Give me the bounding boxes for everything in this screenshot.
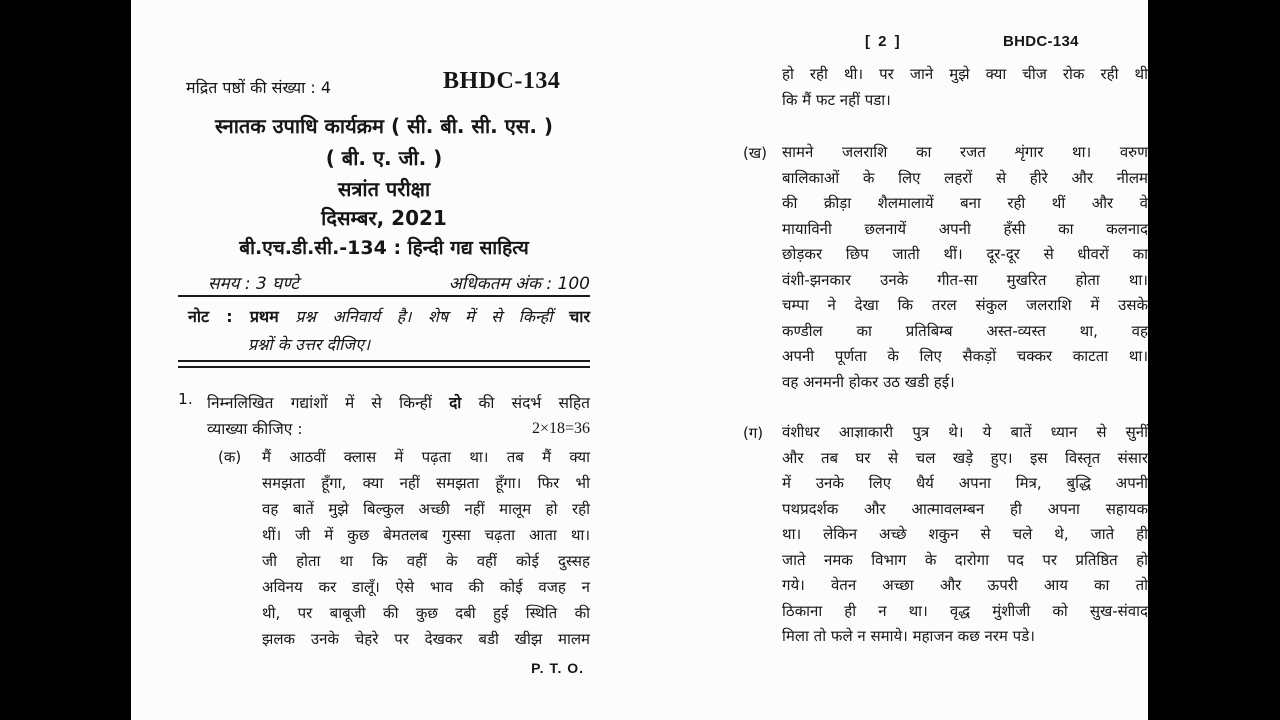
- text-line: कि मैं फट नहीं पडा।: [782, 90, 891, 109]
- text-line: मैं आठवीं क्लास में पढ़ता था। तब मैं क्या: [262, 448, 590, 466]
- page-1: [178, 0, 590, 720]
- maximum-marks: अधिकतम अंक : 100: [448, 274, 590, 294]
- question-1-line-1: [207, 390, 590, 416]
- text-line: जाते नमक विभाग के दारोगा पद पर प्रतिष्ठित हो: [782, 550, 1148, 569]
- passage-ka-continuation: [782, 62, 1148, 113]
- marks-allocation: 2×18=36: [531, 420, 590, 437]
- passage-ga-label: (ग): [743, 424, 764, 442]
- course-title: बी.एच.डी.सी.-134 : हिन्दी गद्य साहित्य: [239, 237, 529, 259]
- paper-code: BHDC-134: [1003, 33, 1079, 50]
- passage-ka: [218, 444, 590, 652]
- text-line: की क्रीड़ा शैलमालायें बना रही थीं और वे: [782, 194, 1148, 212]
- time-allowed: समय : 3 घण्टे: [208, 274, 299, 294]
- text-line: थी, पर बाबूजी की कुछ दबी हुई स्थिति की: [262, 604, 590, 622]
- text-line: चम्पा ने देखा कि तरल संकुल जलराशि में उसके: [782, 296, 1148, 314]
- note-bold-word: चार: [569, 307, 590, 326]
- text-line: ठिकाना ही न था। वृद्ध मुंशीजी को सुख-संवाद: [782, 601, 1148, 620]
- passage-ka-text: [262, 444, 590, 652]
- passage-ga-text: [782, 420, 1148, 650]
- text-line: में उनके लिए धैर्य अपना मित्र, बुद्धि अपनी: [782, 474, 1148, 492]
- text-line: अविनय कर डालूँ। ऐसे भाव की कोई वजह न: [262, 578, 590, 596]
- passage-ga: [743, 420, 1148, 650]
- exam-session: दिसम्बर, 2021: [321, 206, 447, 230]
- note-line-1: [178, 305, 590, 327]
- text-line: गये। वेतन अच्छा और ऊपरी आय का तो: [782, 576, 1148, 594]
- page2-header: [743, 33, 1148, 55]
- text-line: और तब घर से चल खड़े हुए। इस विस्तृत संसार: [782, 448, 1148, 467]
- time-marks-row: [178, 271, 590, 294]
- text-line: सामने जलराशि का रजत शृंगार था। वरुण: [782, 143, 1148, 161]
- passage-ka-label: (क): [218, 448, 242, 466]
- exam-paper-scan: [131, 0, 1148, 720]
- continuation-text: [782, 62, 1148, 113]
- program-subtitle: ( बी. ए. जी. ): [325, 146, 443, 170]
- note-text: प्रश्न अनिवार्य है। शेष में से किन्हीं: [295, 307, 553, 326]
- text-line: हो रही थी। पर जाने मुझे क्या चीज रोक रही थी: [782, 65, 1148, 83]
- text-line: झलक उनके चेहरे पर देखकर बडी खीझ मालम: [262, 630, 590, 648]
- passage-kha-text: [782, 140, 1148, 395]
- rule-below-note: [178, 360, 590, 368]
- exam-title: सत्रांत परीक्षा: [337, 177, 431, 201]
- text-line: वंशी-झनकार उनके गीत-सा मुखरित होता था।: [782, 270, 1148, 289]
- text-line: समझता हूँगा, क्या नहीं समझता हूँगा। फिर भी: [262, 474, 590, 492]
- text-line: था। लेकिन अच्छे शकुन से चले थे, जाते ही: [782, 525, 1148, 543]
- text-line: अपनी पूर्णता के लिए सैकड़ों चक्कर काटता था।: [782, 347, 1148, 365]
- program-title: स्नातक उपाधि कार्यक्रम ( सी. बी. सी. एस. ): [214, 114, 554, 138]
- text-line: मिला तो फले न समाये। महाजन कछ नरम पडे।: [782, 627, 1035, 645]
- rule-above-note: [178, 295, 590, 297]
- paper-code: BHDC-134: [443, 68, 561, 94]
- page-2: [743, 0, 1148, 720]
- text-line: थीं। जी में कुछ बेमतलब गुस्सा चढ़ता आता था।: [262, 526, 590, 544]
- text-line: बालिकाओं के लिए लहरों से हीरे और नीलम: [782, 168, 1148, 187]
- please-turn-over: P. T. O.: [531, 660, 584, 676]
- text-line: वंशीधर आज्ञाकारी पुत्र थे। ये बातें ध्यान से सुनीं: [782, 423, 1148, 441]
- page1-header: [178, 68, 590, 102]
- question-bold-word: दो: [449, 394, 462, 412]
- question-1: [178, 390, 590, 442]
- note-line-2: प्रश्नों के उत्तर दीजिए।: [248, 335, 371, 354]
- text-line: छोड़कर छिप जाती थीं। दूर-दूर से धीवरों का: [782, 245, 1148, 263]
- question-text: व्याख्या कीजिए :: [207, 420, 303, 438]
- question-text: की संदर्भ सहित: [478, 394, 590, 412]
- text-line: कण्डील का प्रतिबिम्ब अस्त-व्यस्त था, वह: [782, 321, 1148, 340]
- question-1-line-2: [207, 416, 590, 442]
- note-label: नोट : प्रथम: [188, 307, 279, 326]
- passage-kha: [743, 140, 1148, 395]
- passage-kha-label: (ख): [743, 144, 767, 162]
- page-number: [ 2 ]: [865, 33, 902, 50]
- text-line: वह अनमनी होकर उठ खडी हई।: [782, 372, 955, 391]
- text-line: मायाविनी छलनायें अपनी हँसी का कलनाद: [782, 219, 1148, 238]
- text-line: जी होता था कि वहीं के वहीं कोई दुस्सह: [262, 552, 590, 570]
- printed-pages-count: मद्रित पष्ठों की संख्या : 4: [186, 78, 332, 97]
- question-number: 1.: [178, 390, 193, 408]
- text-line: पथप्रदर्शक और आत्मावलम्बन ही अपना सहायक: [782, 499, 1148, 518]
- question-text: निम्नलिखित गद्यांशों में से किन्हीं: [207, 394, 432, 412]
- text-line: वह बातें मुझे बिल्कुल अच्छी नहीं मालूम हो रही: [262, 500, 590, 518]
